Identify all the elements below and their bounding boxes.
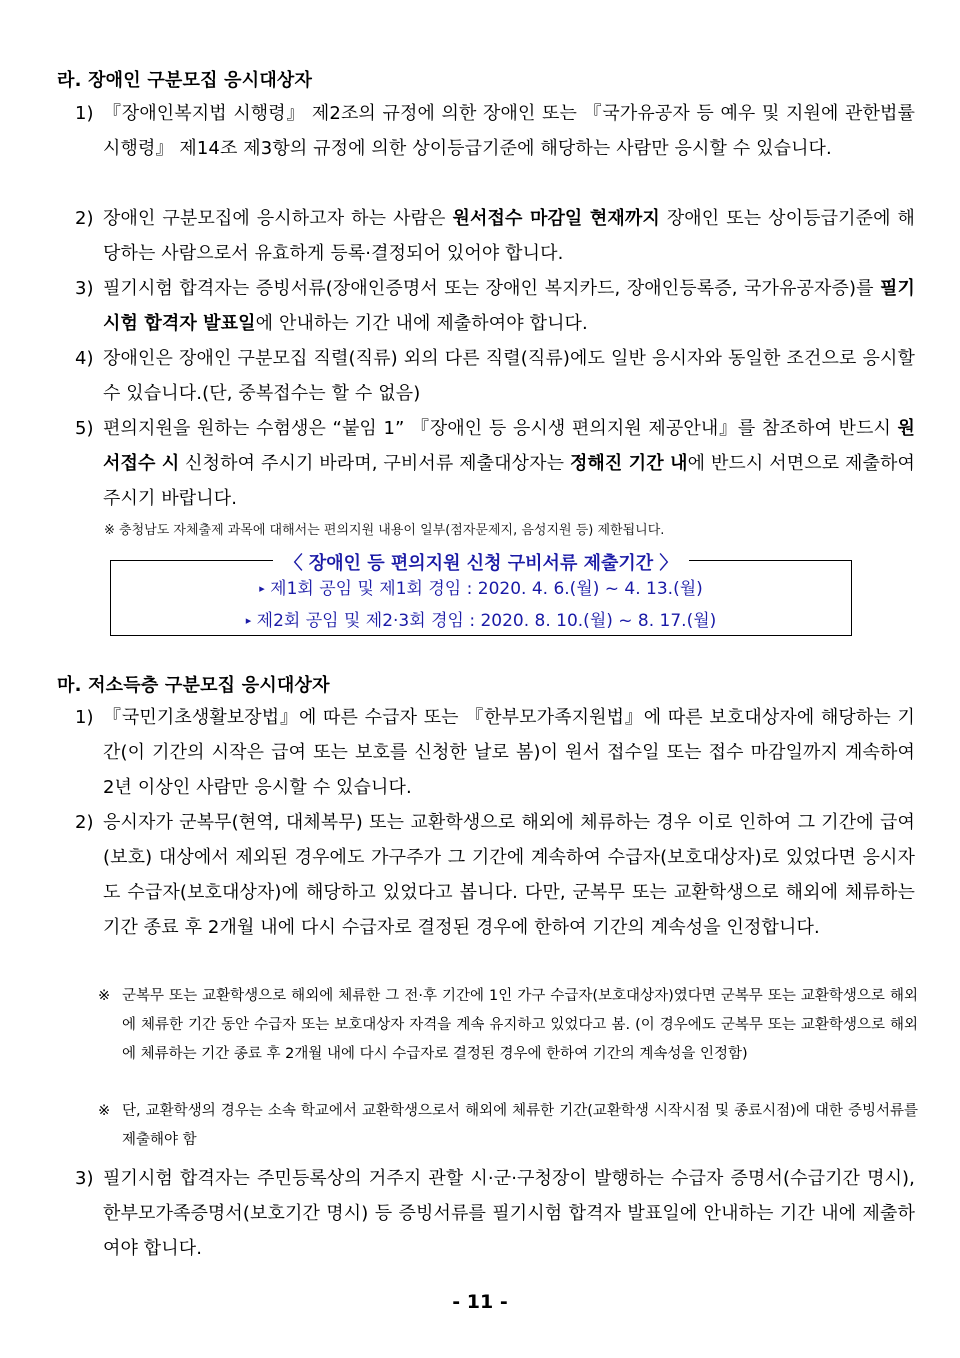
item-number: 5) xyxy=(75,418,94,439)
bold-emphasis: 원서접수 마감일 현재까지 xyxy=(452,208,660,229)
list-item xyxy=(75,411,915,516)
item-number: 3) xyxy=(75,1168,94,1189)
item-number: 3) xyxy=(75,278,94,299)
item-text: 『국민기초생활보장법』에 따른 수급자 또는 『한부모가족지원법』에 따른 보호대상자에 해당하는 기간(이 기간의 시작은 급여 또는 보호를 신청한 날로 봄)이 원서 접수일 또는 접수 마감일까지 계속하여 2년 이상인 사람만 응시할 수 있습니다. xyxy=(103,707,915,798)
list-item xyxy=(75,201,915,271)
period-line: ▸ 제2회 공임 및 제2·3회 경임 : 2020. 8. 10.(월) ~ 8. 17.(월) xyxy=(245,611,717,631)
list-item xyxy=(75,700,915,805)
page-number: - 11 - xyxy=(452,1291,508,1313)
list-item xyxy=(75,1161,915,1266)
footnote-text: 군복무 또는 교환학생으로 해외에 체류한 그 전·후 기간에 1인 가구 수급자(보호대상자)였다면 군복무 또는 교환학생으로 해외에 체류한 기간 동안 수급자 또는 보호대상자 자격을 계속 유지하고 있었다고 봄. (이 경우에도 군복무 또는 교환학생으로 해외에 체류하는 기간 종료 후 2개월 내에 다시 수급자로 결정된 경우에 한하여 기간의 계속성을 인정함) xyxy=(122,988,918,1062)
triangle-bullet-icon: ▸ xyxy=(245,614,252,627)
item-number: 1) xyxy=(75,707,94,728)
footnote xyxy=(98,982,918,1069)
item-text: 편의지원을 원하는 수험생은 “붙임 1” 『장애인 등 응시생 편의지원 제공안내』를 참조하여 반드시 원서접수 시 신청하여 주시기 바라며, 구비서류 제출대상자는 정해진 기간 내에 반드시 서면으로 제출하여 주시기 바랍니다. xyxy=(103,418,915,509)
item-number: 4) xyxy=(75,348,94,369)
item-text: 필기시험 합격자는 증빙서류(장애인증명서 또는 장애인 복지카드, 장애인등록증, 국가유공자증)를 필기시험 합격자 발표일에 안내하는 기간 내에 제출하여야 합니다. xyxy=(103,278,915,334)
item-number: 2) xyxy=(75,208,94,229)
item-text: 『장애인복지법 시행령』 제2조의 규정에 의한 장애인 또는 『국가유공자 등 예우 및 지원에 관한법률 시행령』 제14조 제3항의 규정에 의한 상이등급기준에 해당하는 사람만 응시할 수 있습니다. xyxy=(103,103,915,159)
bold-emphasis: 정해진 기간 내 xyxy=(569,453,688,474)
triangle-bullet-icon: ▸ xyxy=(259,582,265,595)
item-number: 1) xyxy=(75,103,94,124)
section-heading-low-income: 마. 저소득층 구분모집 응시대상자 xyxy=(57,675,330,696)
accommodation-note: ※ 충청남도 자체출제 과목에 대해서는 편의지원 내용이 일부(점자문제지, 음성지원 등) 제한됩니다. xyxy=(104,523,665,538)
item-text: 장애인은 장애인 구분모집 직렬(직류) 외의 다른 직렬(직류)에도 일반 응시자와 동일한 조건으로 응시할 수 있습니다.(단, 중복접수는 할 수 없음) xyxy=(103,348,916,404)
item-text: 응시자가 군복무(현역, 대체복무) 또는 교환학생으로 해외에 체류하는 경우 이로 인하여 그 기간에 급여(보호) 대상에서 제외된 경우에도 가구주가 그 기간에 계속하여 수급자(보호대상자)로 있었다면 응시자도 수급자(보호대상자)에 해당하고 있었다고 봅니다. 다만, 군복무 또는 교환학생으로 해외에 체류하는 기간 종료 후 2개월 내에 다시 수급자로 결정된 경우에 한하여 기간의 계속성을 인정합니다. xyxy=(103,812,915,938)
list-item xyxy=(75,805,915,945)
item-text: 필기시험 합격자는 주민등록상의 거주지 관할 시·군·구청장이 발행하는 수급자 증명서(수급기간 명시), 한부모가족증명서(보호기간 명시) 등 증빙서류를 필기시험 합격자 발표일에 안내하는 기간 내에 제출하여야 합니다. xyxy=(103,1168,915,1259)
period-line: ▸ 제1회 공임 및 제1회 경임 : 2020. 4. 6.(월) ~ 4. 13.(월) xyxy=(259,579,703,599)
bold-emphasis: 원서접수 시 xyxy=(103,418,915,474)
footnote xyxy=(98,1097,918,1155)
item-number: 2) xyxy=(75,812,94,833)
box-title: 〈 장애인 등 편의지원 신청 구비서류 제출기간 〉 xyxy=(273,553,690,574)
list-item xyxy=(75,271,915,341)
list-item xyxy=(75,341,915,411)
footnote-text: 단, 교환학생의 경우는 소속 학교에서 교환학생으로서 해외에 체류한 기간(교환학생 시작시점 및 종료시점)에 대한 증빙서류를 제출해야 함 xyxy=(122,1103,918,1148)
reference-mark: ※ xyxy=(98,1103,111,1119)
reference-mark: ※ xyxy=(98,988,111,1004)
list-item xyxy=(75,96,915,166)
bold-emphasis: 필기시험 합격자 발표일 xyxy=(103,278,915,334)
submission-period-box xyxy=(110,553,852,636)
section-heading-disabled: 라. 장애인 구분모집 응시대상자 xyxy=(57,70,313,91)
item-text: 장애인 구분모집에 응시하고자 하는 사람은 원서접수 마감일 현재까지 장애인 또는 상이등급기준에 해당하는 사람으로서 유효하게 등록·결정되어 있어야 합니다. xyxy=(103,208,915,264)
